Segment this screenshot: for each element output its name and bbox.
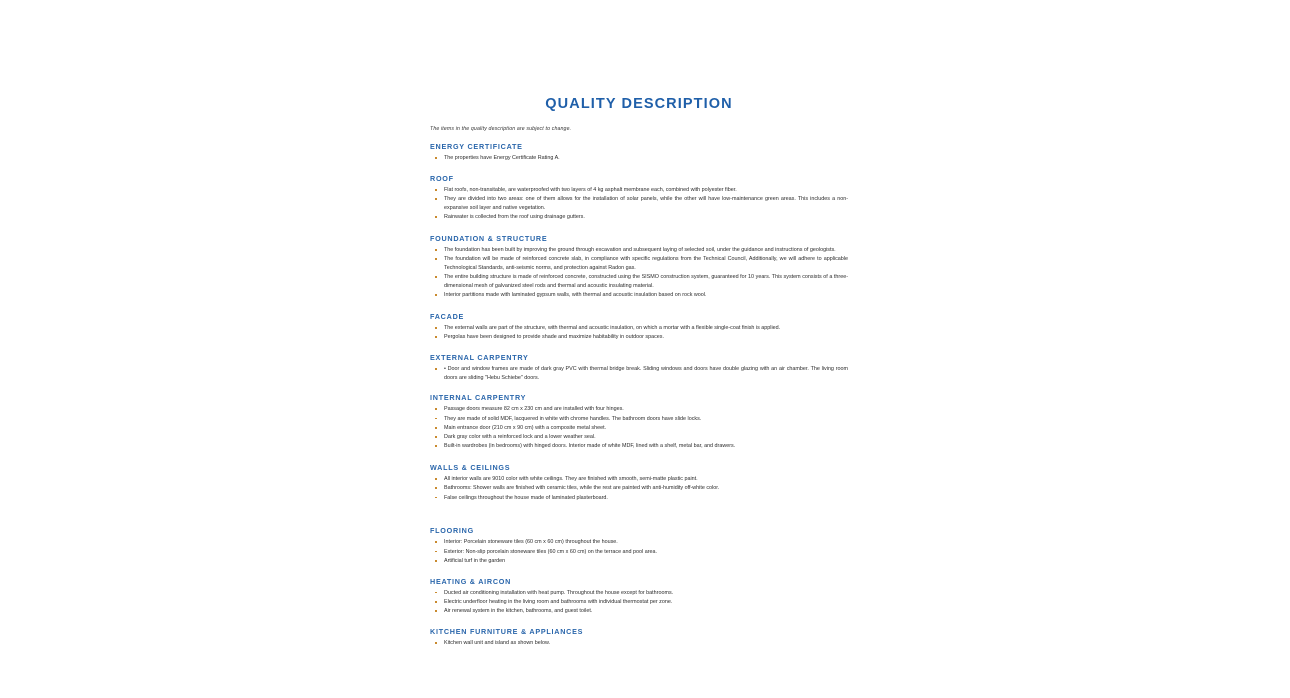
- list-item: Kitchen wall unit and island as shown below.: [430, 639, 848, 648]
- list-item: The external walls are part of the structure, with thermal and acoustic insulation, on which a mortar with a flexible single-coat finish is applied.: [430, 324, 848, 333]
- section-facade: [430, 312, 848, 342]
- section-heading-heating-aircon: HEATING & AIRCON: [430, 576, 512, 586]
- document-body: [430, 96, 848, 648]
- list-item: The foundation will be made of reinforced concrete slab, in compliance with specific regulations from the Technical Council, Additionally, we will adhere to applicable Technological Standards, anti-seismic norms, and protection against Radon gas.: [430, 255, 848, 273]
- section-list-energy-certificate: [430, 154, 848, 163]
- section-list-internal-carpentry: [430, 405, 848, 451]
- section-list-facade: [430, 324, 848, 342]
- section-heading-walls-ceilings: WALLS & CEILINGS: [430, 463, 511, 472]
- section-roof: [430, 174, 848, 222]
- disclaimer-note: The items in the quality description are subject to change.: [430, 126, 572, 132]
- section-heading-roof: ROOF: [430, 173, 454, 183]
- list-item: Air renewal system in the kitchen, bathrooms, and guest toilet.: [430, 607, 848, 616]
- section-list-external-carpentry: [430, 365, 848, 383]
- section-foundation-structure: [430, 234, 848, 300]
- section-heading-kitchen-furniture-appliances: KITCHEN FURNITURE & APPLIANCES: [430, 626, 584, 636]
- list-item: The properties have Energy Certificate Rating A.: [430, 154, 848, 163]
- section-internal-carpentry: [430, 393, 848, 451]
- section-list-heating-aircon: [430, 589, 848, 616]
- list-item: The entire building structure is made of reinforced concrete, constructed using the SISMO construction system, guaranteed for 10 years. This system consists of a three-dimensional mesh of galvanized steel rods and thermal and acoustic insulating material.: [430, 273, 848, 291]
- list-item: Built-in wardrobes (in bedrooms) with hinged doors. Interior made of white MDF, lined with a shelf, metal bar, and drawers.: [430, 442, 848, 451]
- list-item: Passage doors measure 82 cm x 230 cm and are installed with four hinges.: [430, 405, 848, 414]
- list-item: The foundation has been built by improving the ground through excavation and subsequent laying of selected soil, under the guidance and instructions of geologists.: [430, 246, 848, 255]
- list-item: • Door and window frames are made of dark gray PVC with thermal bridge break. Sliding windows and doors have double glazing with an air chamber. The living room doors are sliding "Hebu Schiebe" doors.: [430, 365, 848, 383]
- list-item: Exterior: Non-slip porcelain stoneware tiles (60 cm x 60 cm) on the terrace and pool area.: [430, 548, 848, 557]
- list-item: Dark gray color with a reinforced lock and a lower weather seal.: [430, 433, 848, 442]
- list-item: Electric underfloor heating in the living room and bathrooms with individual thermostat per zone.: [430, 598, 848, 607]
- section-walls-ceilings: [430, 463, 848, 502]
- list-item: Ducted air conditioning installation with heat pump. Throughout the house except for bathrooms.: [430, 589, 848, 598]
- list-item: Main entrance door (210 cm x 90 cm) with a composite metal sheet.: [430, 424, 848, 433]
- section-kitchen-furniture-appliances: [430, 627, 848, 648]
- section-heating-aircon: [430, 577, 848, 616]
- page-title: QUALITY DESCRIPTION: [545, 96, 733, 112]
- section-energy-certificate: [430, 142, 848, 163]
- list-item: Flat roofs, non-transitable, are waterproofed with two layers of 4 kg asphalt membrane each, combined with polyester fiber.: [430, 186, 848, 195]
- section-list-roof: [430, 186, 848, 222]
- list-item: Interior partitions made with laminated gypsum walls, with thermal and acoustic insulation based on rock wool.: [430, 291, 848, 300]
- section-heading-internal-carpentry: INTERNAL CARPENTRY: [430, 393, 527, 403]
- section-list-flooring: [430, 538, 848, 565]
- section-heading-facade: FACADE: [430, 311, 465, 321]
- list-item: All interior walls are 9010 color with white ceilings. They are finished with smooth, semi-matte plastic paint.: [430, 475, 848, 484]
- list-item: Pergolas have been designed to provide shade and maximize habitability in outdoor spaces.: [430, 333, 848, 342]
- list-item: They are made of solid MDF, lacquered in white with chrome handles. The bathroom doors have slide locks.: [430, 415, 848, 424]
- section-heading-energy-certificate: ENERGY CERTIFICATE: [430, 142, 523, 151]
- section-flooring: [430, 526, 848, 565]
- list-item: Artificial turf in the garden: [430, 557, 848, 566]
- list-item: They are divided into two areas: one of them allows for the installation of solar panels, while the other will have low-maintenance green areas. This includes a non-expansive soil layer and native vegetation.: [430, 195, 848, 213]
- list-item: Bathrooms: Shower walls are finished with ceramic tiles, while the rest are painted with anti-humidity off-white color.: [430, 484, 848, 493]
- section-heading-foundation-structure: FOUNDATION & STRUCTURE: [430, 233, 548, 243]
- list-item: False ceilings throughout the house made of laminated plasterboard.: [430, 494, 848, 503]
- section-list-walls-ceilings: [430, 475, 848, 502]
- list-item: Interior: Porcelain stoneware tiles (60 cm x 60 cm) throughout the house.: [430, 538, 848, 547]
- section-list-foundation-structure: [430, 246, 848, 300]
- list-item: Rainwater is collected from the roof using drainage gutters.: [430, 213, 848, 222]
- section-external-carpentry: [430, 353, 848, 383]
- section-heading-external-carpentry: EXTERNAL CARPENTRY: [430, 352, 529, 362]
- section-list-kitchen-furniture-appliances: [430, 639, 848, 648]
- section-heading-flooring: FLOORING: [430, 526, 474, 536]
